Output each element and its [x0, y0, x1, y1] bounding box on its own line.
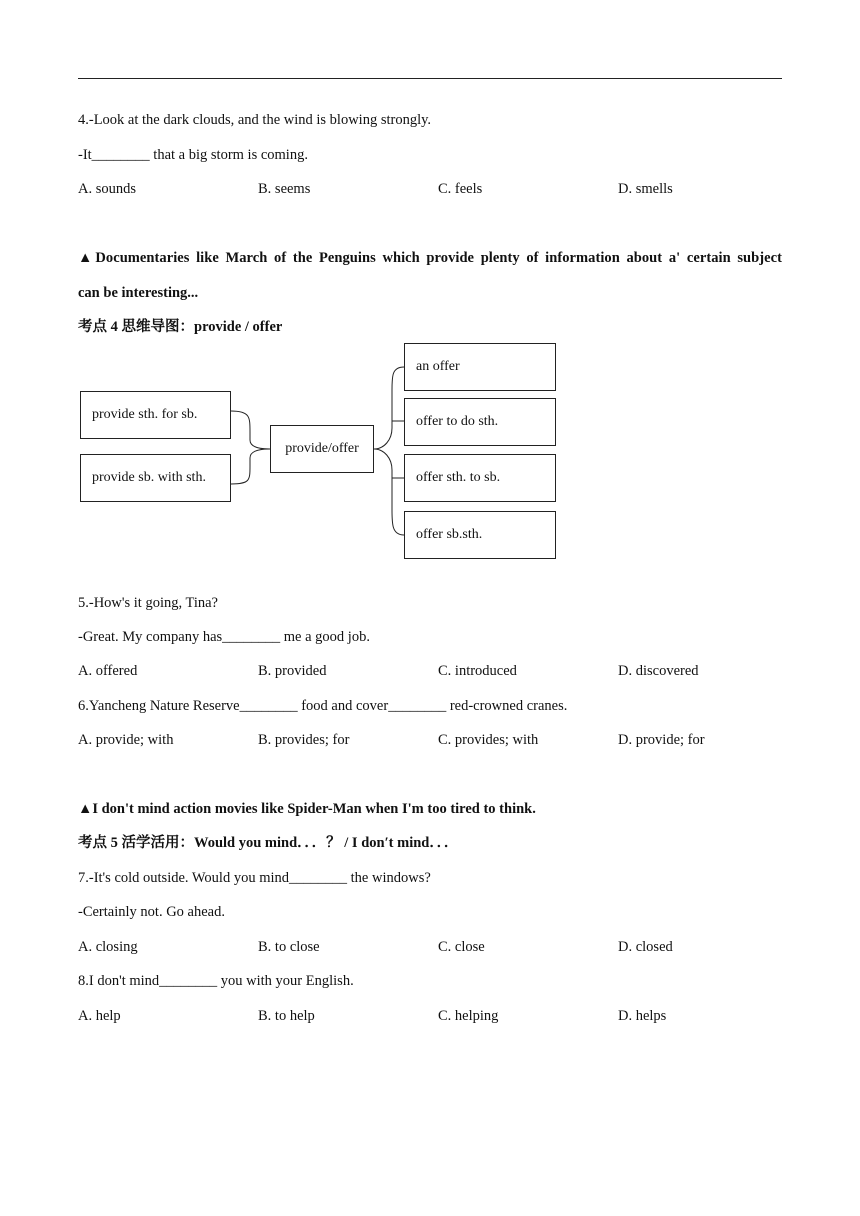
mindmap-center-box: provide/offer: [270, 425, 374, 473]
mindmap-right-box-2: offer to do sth.: [404, 398, 556, 446]
q4-option-a[interactable]: A. sounds: [78, 181, 137, 197]
mindmap-left-box-1: provide sth. for sb.: [80, 391, 231, 439]
q5-reply: -Great. My company has________ me a good job.: [78, 629, 370, 645]
q5-option-d[interactable]: D. discovered: [618, 663, 699, 679]
q7-option-c[interactable]: C. close: [438, 939, 485, 955]
q6-stem: 6.Yancheng Nature Reserve________ food and cover________ red-crowned cranes.: [78, 698, 568, 714]
q8-option-c[interactable]: C. helping: [438, 1008, 499, 1024]
q8-option-b[interactable]: B. to help: [258, 1008, 315, 1024]
q4-stem: 4.-Look at the dark clouds, and the wind is blowing strongly.: [78, 112, 432, 128]
mindmap-right-box-4: offer sb.sth.: [404, 511, 556, 559]
section4-sentence-line1: ▲Documentaries like March of the Penguins which provide plenty of information about a' certain subject: [78, 250, 782, 266]
section4-sentence-line2: can be interesting...: [78, 285, 199, 301]
q6-option-a[interactable]: A. provide; with: [78, 732, 174, 748]
section5-sentence: ▲I don't mind action movies like Spider-Man when I'm too tired to think.: [78, 801, 536, 817]
q7-reply: -Certainly not. Go ahead.: [78, 904, 225, 920]
q4-option-d[interactable]: D. smells: [618, 181, 673, 197]
section5-heading: 考点 5 活学活用：Would you mind．．．？ / I don′t mind．．．: [78, 835, 459, 851]
q7-stem: 7.-It's cold outside. Would you mind________ the windows?: [78, 870, 431, 886]
q4-option-c[interactable]: C. feels: [438, 181, 483, 197]
mindmap-right-box-1: an offer: [404, 343, 556, 391]
q5-option-b[interactable]: B. provided: [258, 663, 327, 679]
q7-option-a[interactable]: A. closing: [78, 939, 138, 955]
q8-option-d[interactable]: D. helps: [618, 1008, 667, 1024]
q8-stem: 8.I don't mind________ you with your English.: [78, 973, 354, 989]
q5-option-a[interactable]: A. offered: [78, 663, 138, 679]
q7-option-b[interactable]: B. to close: [258, 939, 320, 955]
q6-option-b[interactable]: B. provides; for: [258, 732, 350, 748]
mindmap-left-box-2: provide sb. with sth.: [80, 454, 231, 502]
q5-stem: 5.-How's it going, Tina?: [78, 595, 218, 611]
q8-option-a[interactable]: A. help: [78, 1008, 121, 1024]
q6-option-d[interactable]: D. provide; for: [618, 732, 705, 748]
q4-reply: -It________ that a big storm is coming.: [78, 147, 308, 163]
mindmap-right-box-3: offer sth. to sb.: [404, 454, 556, 502]
q5-option-c[interactable]: C. introduced: [438, 663, 517, 679]
q6-option-c[interactable]: C. provides; with: [438, 732, 539, 748]
section4-heading: 考点 4 思维导图：provide / offer: [78, 319, 283, 335]
q4-option-b[interactable]: B. seems: [258, 181, 311, 197]
q7-option-d[interactable]: D. closed: [618, 939, 673, 955]
